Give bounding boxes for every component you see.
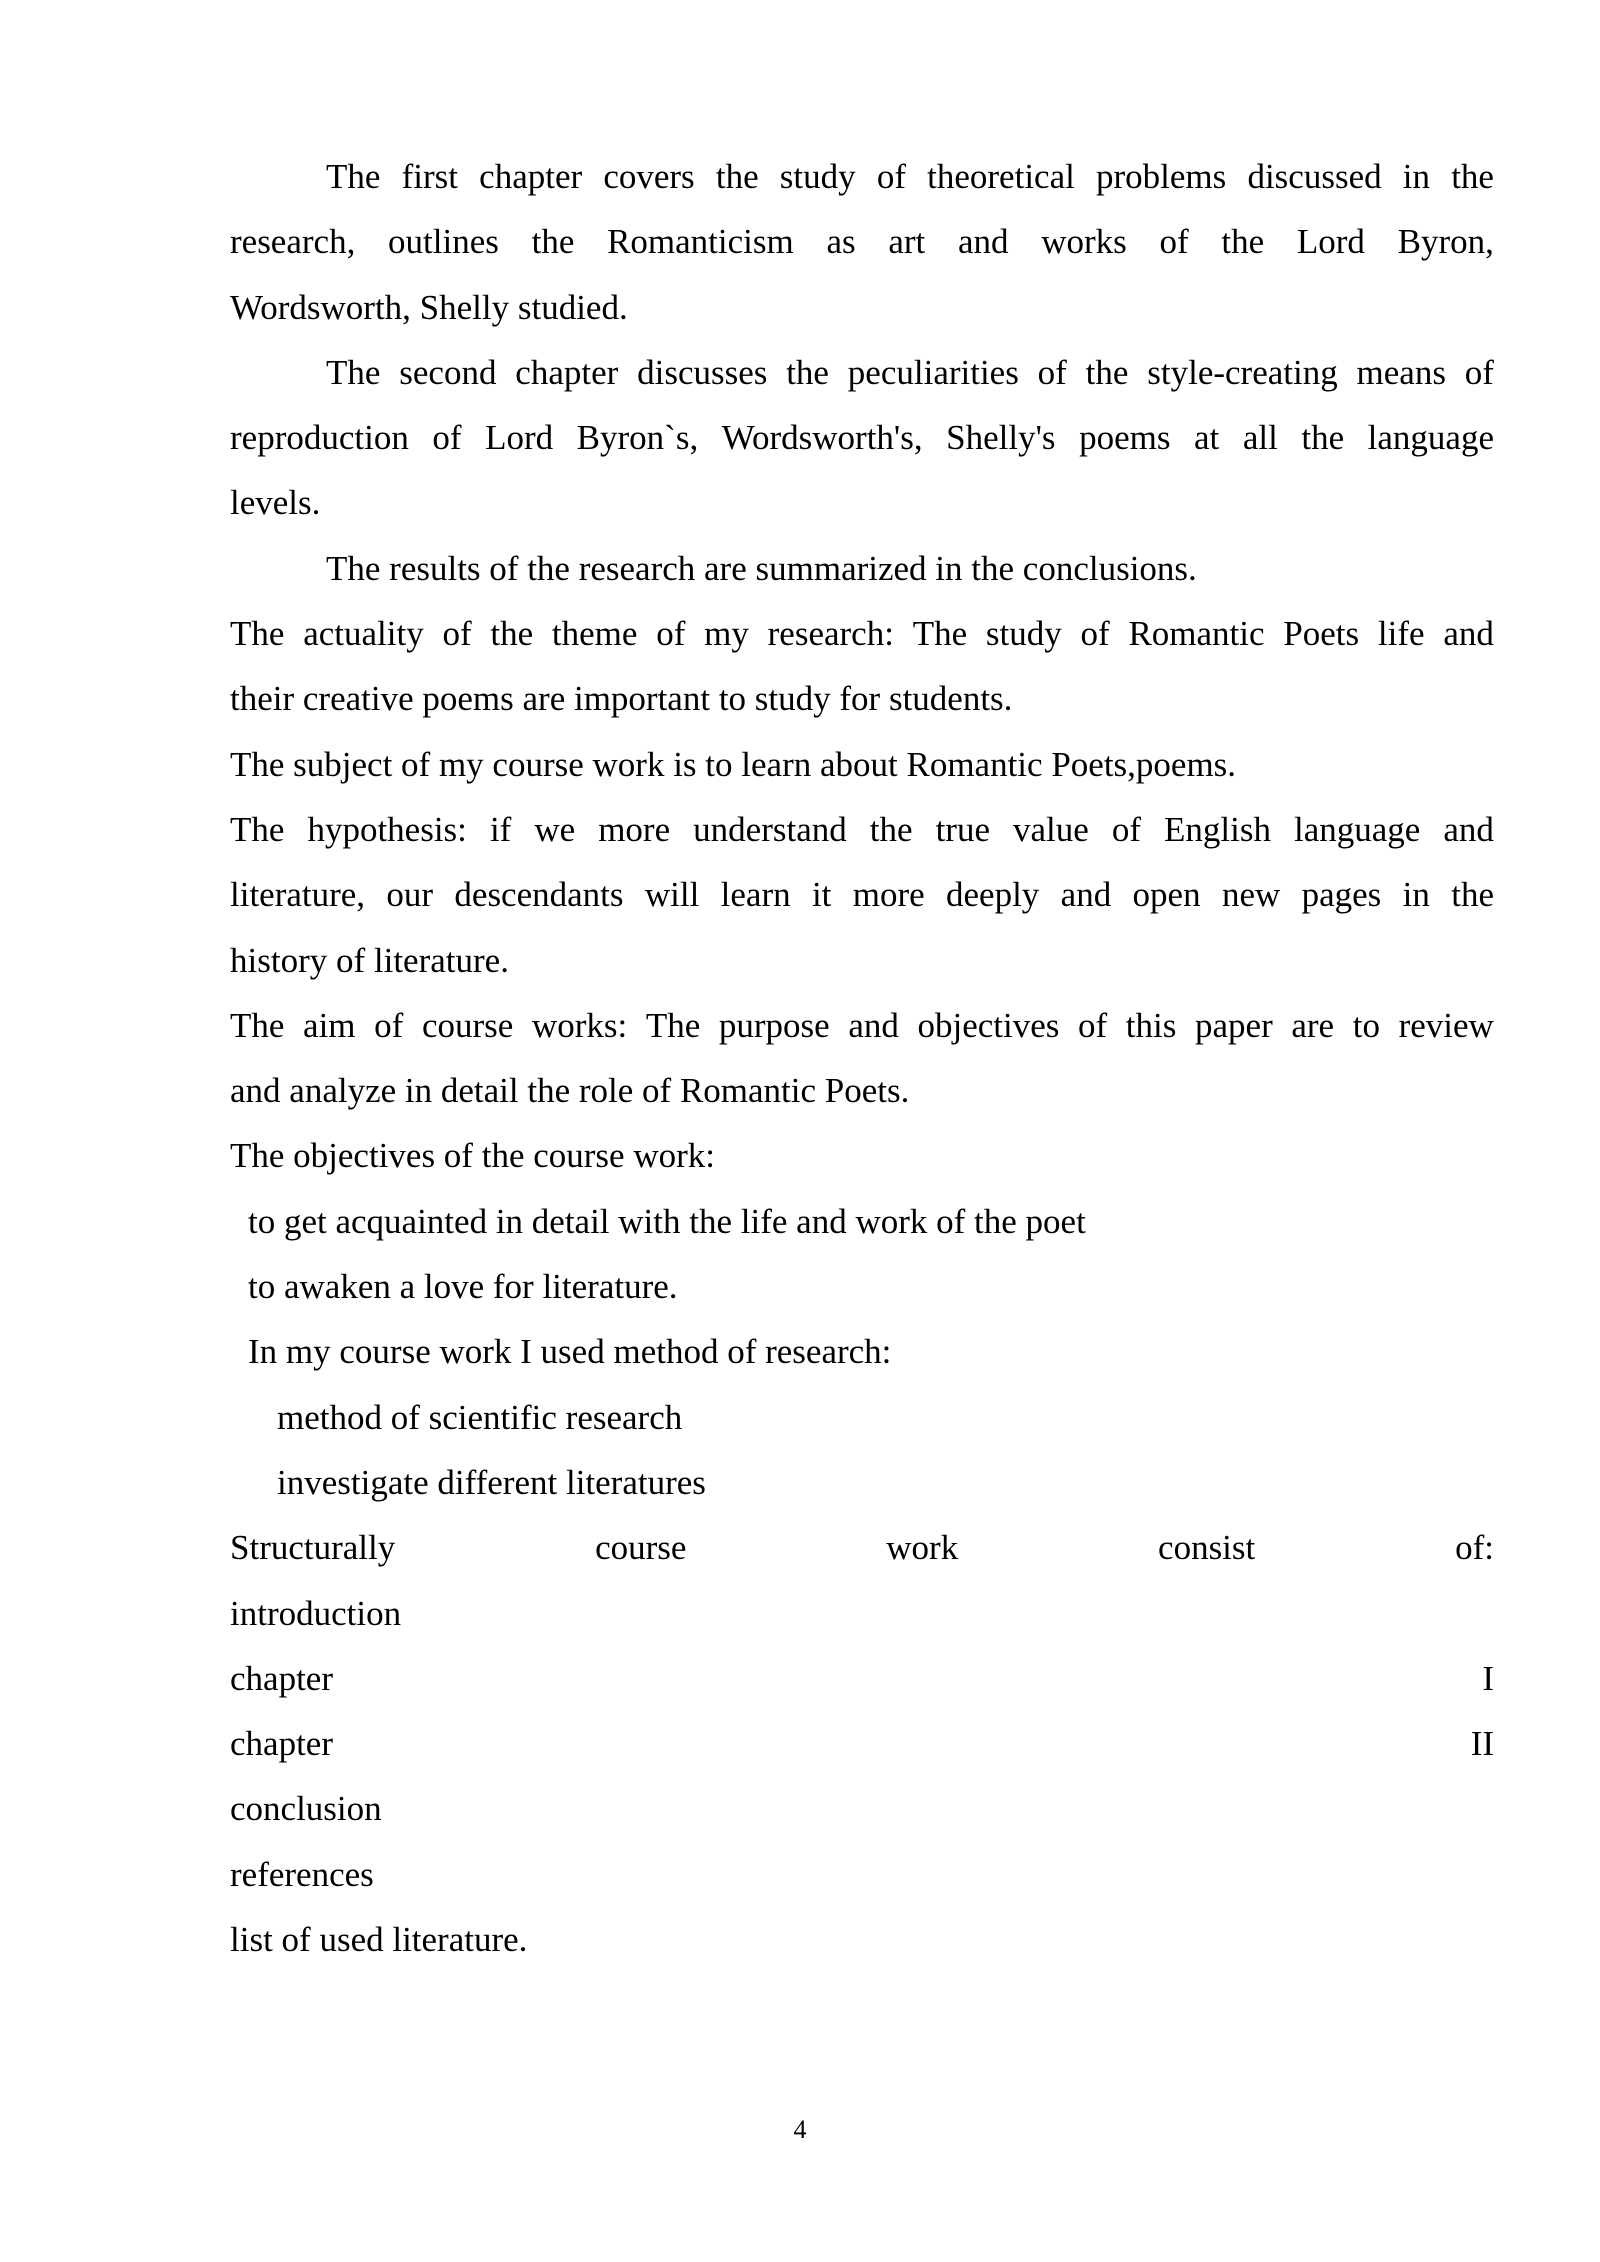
text-line: The objectives of the course work: bbox=[230, 1136, 715, 1176]
word: paper bbox=[1195, 1005, 1273, 1045]
paragraph bbox=[230, 601, 1494, 732]
word: The bbox=[230, 1005, 285, 1045]
text-line bbox=[230, 993, 1494, 1058]
word: the bbox=[531, 222, 575, 262]
word: literature, bbox=[230, 875, 366, 915]
word: covers bbox=[603, 157, 695, 196]
text-line: to get acquainted in detail with the life and work of the poet bbox=[248, 1201, 1086, 1241]
word: works bbox=[1041, 222, 1127, 262]
word: our bbox=[386, 875, 434, 915]
word: of bbox=[1037, 352, 1067, 392]
word: The bbox=[912, 614, 968, 654]
word: first bbox=[401, 157, 458, 196]
word: new bbox=[1221, 875, 1281, 915]
word: are bbox=[1291, 1005, 1335, 1045]
word: hypothesis: bbox=[307, 809, 467, 849]
word: if bbox=[489, 809, 512, 849]
word: Romanticism bbox=[607, 222, 794, 262]
word: course bbox=[595, 1528, 687, 1568]
text-line bbox=[230, 1646, 1494, 1711]
text-line: and analyze in detail the role of Romantic Poets. bbox=[230, 1071, 910, 1111]
paragraph bbox=[230, 797, 1494, 993]
word: of: bbox=[1455, 1528, 1494, 1568]
word: Structurally bbox=[230, 1528, 396, 1568]
word: introduction bbox=[230, 1593, 402, 1633]
word: poems bbox=[1079, 418, 1171, 458]
word: aim bbox=[303, 1005, 356, 1045]
word: objectives bbox=[917, 1005, 1060, 1045]
paragraph bbox=[230, 993, 1494, 1124]
word: language bbox=[1367, 418, 1494, 458]
word: work bbox=[886, 1528, 959, 1568]
word: conclusion bbox=[230, 1789, 382, 1829]
word: discusses bbox=[637, 352, 768, 392]
word: chapter bbox=[515, 352, 619, 392]
word: the bbox=[715, 157, 759, 196]
paragraph bbox=[230, 144, 1494, 340]
word: the bbox=[869, 809, 913, 849]
word: in bbox=[1402, 875, 1430, 915]
word: study bbox=[779, 157, 856, 196]
word: theme bbox=[551, 614, 638, 654]
word: the bbox=[490, 614, 534, 654]
word: Poets bbox=[1283, 614, 1360, 654]
word: study bbox=[985, 614, 1062, 654]
text-line bbox=[230, 1776, 1494, 1841]
page-number: 4 bbox=[793, 2115, 807, 2144]
word: research: bbox=[767, 614, 894, 654]
paragraph bbox=[230, 1515, 1494, 1972]
word: The bbox=[645, 1005, 701, 1045]
word: purpose bbox=[718, 1005, 830, 1045]
word: discussed bbox=[1247, 157, 1382, 196]
text-line: The subject of my course work is to learn about Romantic Poets,poems. bbox=[230, 744, 1237, 784]
text-line: their creative poems are important to study for students. bbox=[230, 679, 1013, 719]
word: deeply bbox=[946, 875, 1040, 915]
word: the bbox=[1451, 875, 1494, 915]
word: the bbox=[786, 352, 829, 392]
word: art bbox=[888, 222, 926, 262]
text-line bbox=[230, 405, 1494, 470]
text-line bbox=[230, 340, 1494, 405]
text-line: investigate different literatures bbox=[277, 1462, 706, 1502]
word: of bbox=[432, 418, 462, 458]
word: Wordsworth's, bbox=[721, 418, 923, 458]
word: second bbox=[399, 352, 497, 392]
word: Shelly's bbox=[946, 418, 1056, 458]
text-line bbox=[230, 797, 1494, 862]
word: at bbox=[1194, 418, 1220, 458]
word: style-creating bbox=[1147, 352, 1338, 392]
word: will bbox=[644, 875, 700, 915]
word: life bbox=[1377, 614, 1425, 654]
text-line bbox=[230, 1581, 1494, 1646]
word: outlines bbox=[388, 222, 499, 262]
word: consist bbox=[1158, 1528, 1256, 1568]
word: more bbox=[852, 875, 925, 915]
word: and bbox=[848, 1005, 899, 1045]
word: and bbox=[1443, 614, 1494, 654]
word: more bbox=[598, 809, 671, 849]
word: the bbox=[1221, 222, 1265, 262]
word: theoretical bbox=[927, 157, 1075, 196]
text-line bbox=[230, 1842, 1494, 1907]
word: learn bbox=[720, 875, 791, 915]
word: and bbox=[1443, 809, 1494, 849]
text-line: history of literature. bbox=[230, 940, 509, 980]
word: reproduction bbox=[230, 418, 409, 458]
word: peculiarities bbox=[847, 352, 1019, 392]
word: my bbox=[704, 614, 749, 654]
word: works: bbox=[531, 1005, 628, 1045]
word: true bbox=[935, 809, 990, 849]
word: II bbox=[1470, 1724, 1494, 1764]
text-line bbox=[230, 144, 1494, 209]
word: problems bbox=[1096, 157, 1227, 196]
word: language bbox=[1294, 809, 1421, 849]
text-line bbox=[230, 601, 1494, 666]
text-line bbox=[230, 1711, 1494, 1776]
word: and bbox=[957, 222, 1009, 262]
word: this bbox=[1125, 1005, 1177, 1045]
word: value bbox=[1013, 809, 1089, 849]
word: and bbox=[1060, 875, 1112, 915]
word: to bbox=[1352, 1005, 1380, 1045]
word: of bbox=[1078, 1005, 1108, 1045]
paragraph bbox=[230, 536, 1494, 601]
word: of bbox=[876, 157, 906, 196]
word: of bbox=[1080, 614, 1110, 654]
word: Byron`s, bbox=[576, 418, 699, 458]
word: the bbox=[1451, 157, 1494, 196]
word: The bbox=[230, 809, 285, 849]
paragraph bbox=[230, 1123, 1494, 1188]
text-line: method of scientific research bbox=[277, 1397, 683, 1437]
word: as bbox=[826, 222, 856, 262]
word: references bbox=[230, 1854, 374, 1894]
word: of bbox=[1464, 352, 1494, 392]
word: it bbox=[811, 875, 832, 915]
word: Lord bbox=[485, 418, 554, 458]
paragraph bbox=[230, 732, 1494, 797]
word: course bbox=[421, 1005, 514, 1045]
document-body bbox=[230, 144, 1494, 1972]
word: chapter bbox=[230, 1658, 333, 1698]
word: the bbox=[1301, 418, 1345, 458]
word: of bbox=[1111, 809, 1141, 849]
word: of bbox=[442, 614, 472, 654]
paragraph bbox=[230, 340, 1494, 536]
word: actuality bbox=[303, 614, 424, 654]
word: I bbox=[1482, 1658, 1494, 1698]
word: of bbox=[374, 1005, 404, 1045]
word: The bbox=[326, 352, 381, 392]
word: The bbox=[230, 614, 285, 654]
word: review bbox=[1398, 1005, 1494, 1045]
word: of bbox=[1159, 222, 1189, 262]
text-line: The results of the research are summarized in the conclusions. bbox=[326, 548, 1197, 588]
paragraph bbox=[230, 1385, 1494, 1516]
word: pages bbox=[1301, 875, 1382, 915]
text-line bbox=[230, 862, 1494, 927]
text-line: list of used literature. bbox=[230, 1920, 528, 1960]
text-line: Wordsworth, Shelly studied. bbox=[230, 287, 628, 327]
word: Byron, bbox=[1397, 222, 1494, 262]
word: research, bbox=[230, 222, 356, 262]
word: descendants bbox=[454, 875, 624, 915]
paragraph bbox=[230, 1189, 1494, 1385]
text-line: levels. bbox=[230, 483, 321, 523]
word: we bbox=[534, 809, 576, 849]
text-line: In my course work I used method of research: bbox=[248, 1332, 892, 1372]
word: the bbox=[1085, 352, 1129, 392]
word: Lord bbox=[1296, 222, 1365, 262]
word: in bbox=[1402, 157, 1431, 196]
word: of bbox=[656, 614, 686, 654]
text-line bbox=[230, 1515, 1494, 1580]
word: all bbox=[1242, 418, 1278, 458]
word: Romantic bbox=[1128, 614, 1265, 654]
text-line: to awaken a love for literature. bbox=[248, 1267, 678, 1307]
text-line bbox=[230, 209, 1494, 274]
word: understand bbox=[693, 809, 847, 849]
word: means bbox=[1356, 352, 1446, 392]
word: English bbox=[1164, 809, 1271, 849]
word: chapter bbox=[479, 157, 583, 196]
word: chapter bbox=[230, 1724, 333, 1764]
word: open bbox=[1132, 875, 1201, 915]
word: The bbox=[326, 157, 381, 196]
